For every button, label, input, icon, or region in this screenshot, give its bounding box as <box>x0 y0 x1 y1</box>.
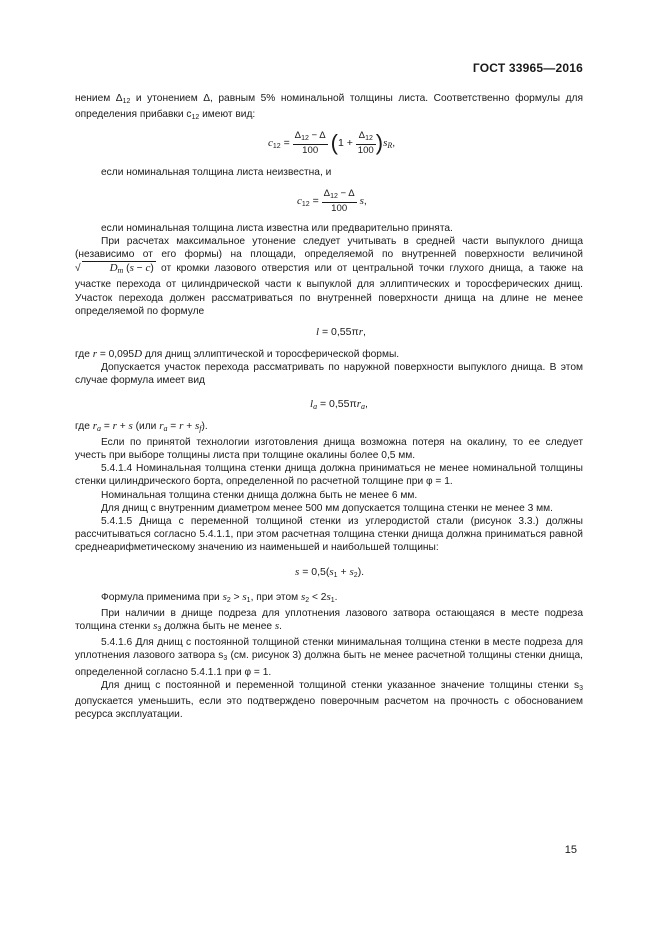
paragraph-1: нением $\Delta_{12}$ и утонением Δ, равным 5% номинальной толщины листа. Соответственно формулы для определения прибавки $c_{12}$ имеют вид: <box>75 93 583 122</box>
paragraph-7: где $r_a = r + s$ (или $r_a = r + s_f$). <box>75 419 208 433</box>
formula-3: l = 0,55πr, <box>316 326 366 339</box>
paragraph-5: где r = 0,095D для днищ эллиптической и торосферической формы. <box>75 348 400 361</box>
paragraph-10: Номинальная толщина стенки днища должна быть не менее 6 мм. <box>101 489 418 501</box>
paragraph-9: 5.4.1.4 Номинальная толщина стенки днища должна приниматься не менее номинальной толщины стенки цилиндрического борта, определенной по расчетной толщине при φ = 1. <box>75 463 583 488</box>
paragraph-16: Для днищ с постоянной и переменной толщиной стенки указанное значение толщины стенки $s_3$ допускается уменьшить, если это подтверждено поверочным расчетом на прочность с обоснованием ресурса эксплуатации. <box>75 679 583 721</box>
paragraph-6: Допускается участок перехода рассматривать по наружной поверхности выпуклого днища. В этом случае формула имеет вид <box>75 362 583 387</box>
paragraph-15: 5.4.1.6 Для днищ с постоянной толщиной стенки минимальная толщина стенки в месте подреза для уплотнения лазового затвора $s_3$ (см. рисунок 3) должна быть не менее расчетной толщины стенки днища, определенной согласно 5.4.1.1 при φ = 1. <box>75 637 583 678</box>
paragraph-8: Если по принятой технологии изготовления днища возможна потеря на окалину, то ее следует учесть при выборе толщины листа при толщине окалины более 0,5 мм. <box>75 436 583 462</box>
standard-header: ГОСТ 33965—2016 <box>472 61 583 75</box>
document-body <box>75 92 583 722</box>
paragraph-14: При наличии в днище подреза для уплотнения лазового затвора остающаяся в месте подреза толщина стенки $s_3$ должна быть не менее s. <box>75 607 583 634</box>
paragraph-12: 5.4.1.5 Днища с переменной толщиной стенки из углеродистой стали (рисунок 3.3.) должны рассчитываться согласно 5.4.1.1, при этом расчетная толщина стенки днища должна приниматься равной среднеарифметическому значению из наименьшей и наибольшей толщины: <box>75 516 583 554</box>
paragraph-3: если номинальная толщина листа известна или предварительно принята. <box>101 222 453 234</box>
formula-4: $l_a = 0,55\pi r_a$, <box>310 397 368 411</box>
paragraph-13: Формула применима при $s_2 > s_1$, при этом $s_2 < 2s_1$. <box>101 590 338 604</box>
formula-5: $s = 0,5(s_1 + s_2)$. <box>295 565 365 579</box>
paragraph-4: При расчетах максимальное утонение следует учитывать в средней части выпуклого днища (независимо от его формы) на площади, определяемой по внутренней поверхности величиной √ $D_m$ (s − c) от кромки лазового отверстия или от центральной точки глухого днища, а также на участке перехода от цилиндрической части к выпуклой для эллиптических и торосферических днищ. Участок перехода должен рассматриваться по внутренней поверхности днища на длине не менее определяемой по формуле <box>75 235 583 317</box>
formula-1: $c_{12}$ = $\frac{\Delta_{12} - \Delta}{100}$ (1 + $\frac{\Delta_{12}}{100}$ )$s_R$, <box>268 130 396 157</box>
paragraph-11: Для днищ с внутренним диаметром менее 500 мм допускается толщина стенки не менее 3 мм. <box>101 502 553 514</box>
formula-2: $c_{12}$ = $\frac{\Delta_{12} - \Delta}{100}$ s, <box>297 187 367 214</box>
paragraph-2: если номинальная толщина листа неизвестна, и <box>101 167 332 179</box>
page-number: 15 <box>564 844 577 856</box>
